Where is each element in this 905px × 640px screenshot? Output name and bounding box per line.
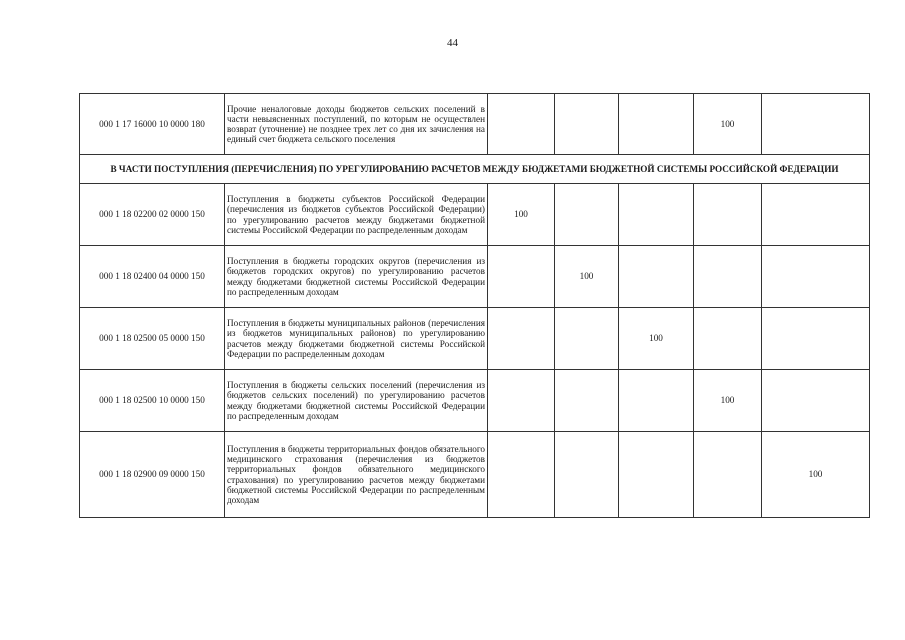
table-row xyxy=(80,432,870,518)
page-number: 44 xyxy=(447,37,458,49)
section-heading: В ЧАСТИ ПОСТУПЛЕНИЯ (ПЕРЕЧИСЛЕНИЯ) ПО УРЕГУЛИРОВАНИЮ РАСЧЕТОВ МЕЖДУ БЮДЖЕТАМИ БЮДЖЕТНОЙ СИСТЕМЫ РОССИЙСКОЙ ФЕДЕРАЦИИ xyxy=(80,155,870,184)
rate-medical-fund xyxy=(762,370,870,432)
rate-rural-settlement: 100 xyxy=(694,94,762,155)
kbk-code: 000 1 18 02200 02 0000 150 xyxy=(80,184,225,246)
rate-rural-settlement xyxy=(694,246,762,308)
income-description: Поступления в бюджеты субъектов Российской Федерации (перечисления из бюджетов субъектов Российской Федерации) по урегулированию расчетов между бюджетами бюджетной системы Российской Федерации по распределенным доходам xyxy=(225,184,488,246)
table-row xyxy=(80,370,870,432)
table-row xyxy=(80,246,870,308)
kbk-code: 000 1 18 02500 10 0000 150 xyxy=(80,370,225,432)
rate-federal xyxy=(488,432,555,518)
income-description: Поступления в бюджеты сельских поселений (перечисления из бюджетов сельских поселений) по урегулированию расчетов между бюджетами бюджетной системы Российской Федерации по распределенным доходам xyxy=(225,370,488,432)
budget-table xyxy=(79,93,870,518)
rate-municipal-district xyxy=(619,94,694,155)
rate-medical-fund xyxy=(762,94,870,155)
rate-municipal-district xyxy=(619,432,694,518)
rate-city-district xyxy=(555,308,619,370)
kbk-code: 000 1 17 16000 10 0000 180 xyxy=(80,94,225,155)
table-row xyxy=(80,184,870,246)
rate-rural-settlement xyxy=(694,308,762,370)
rate-city-district: 100 xyxy=(555,246,619,308)
rate-medical-fund xyxy=(762,246,870,308)
kbk-code: 000 1 18 02900 09 0000 150 xyxy=(80,432,225,518)
rate-federal xyxy=(488,308,555,370)
rate-medical-fund: 100 xyxy=(762,432,870,518)
rate-rural-settlement: 100 xyxy=(694,370,762,432)
income-description: Поступления в бюджеты городских округов (перечисления из бюджетов городских округов) по урегулированию расчетов между бюджетами бюджетной системы Российской Федерации по распределенным доходам xyxy=(225,246,488,308)
rate-city-district xyxy=(555,432,619,518)
income-description: Поступления в бюджеты территориальных фондов обязательного медицинского страхования (перечисления из бюджетов территориальных фондов обязательного медицинского страхования) по урегулированию расчетов между бюджетами бюджетной системы Российской Федерации по распределенным доходам xyxy=(225,432,488,518)
rate-rural-settlement xyxy=(694,184,762,246)
rate-federal xyxy=(488,246,555,308)
kbk-code: 000 1 18 02500 05 0000 150 xyxy=(80,308,225,370)
rate-rural-settlement xyxy=(694,432,762,518)
rate-municipal-district xyxy=(619,246,694,308)
kbk-code: 000 1 18 02400 04 0000 150 xyxy=(80,246,225,308)
rate-city-district xyxy=(555,184,619,246)
rate-medical-fund xyxy=(762,308,870,370)
income-description: Прочие неналоговые доходы бюджетов сельских поселений в части невыясненных поступлений, по которым не осуществлен возврат (уточнение) не позднее трех лет со дня их зачисления на единый счет бюджета сельского поселения xyxy=(225,94,488,155)
rate-federal: 100 xyxy=(488,184,555,246)
rate-federal xyxy=(488,94,555,155)
section-heading-row xyxy=(80,155,870,184)
table-row xyxy=(80,94,870,155)
rate-federal xyxy=(488,370,555,432)
rate-municipal-district xyxy=(619,184,694,246)
rate-city-district xyxy=(555,370,619,432)
income-description: Поступления в бюджеты муниципальных районов (перечисления из бюджетов муниципальных районов) по урегулированию расчетов между бюджетами бюджетной системы Российской Федерации по распределенным доходам xyxy=(225,308,488,370)
rate-city-district xyxy=(555,94,619,155)
rate-medical-fund xyxy=(762,184,870,246)
table-row xyxy=(80,308,870,370)
rate-municipal-district: 100 xyxy=(619,308,694,370)
rate-municipal-district xyxy=(619,370,694,432)
